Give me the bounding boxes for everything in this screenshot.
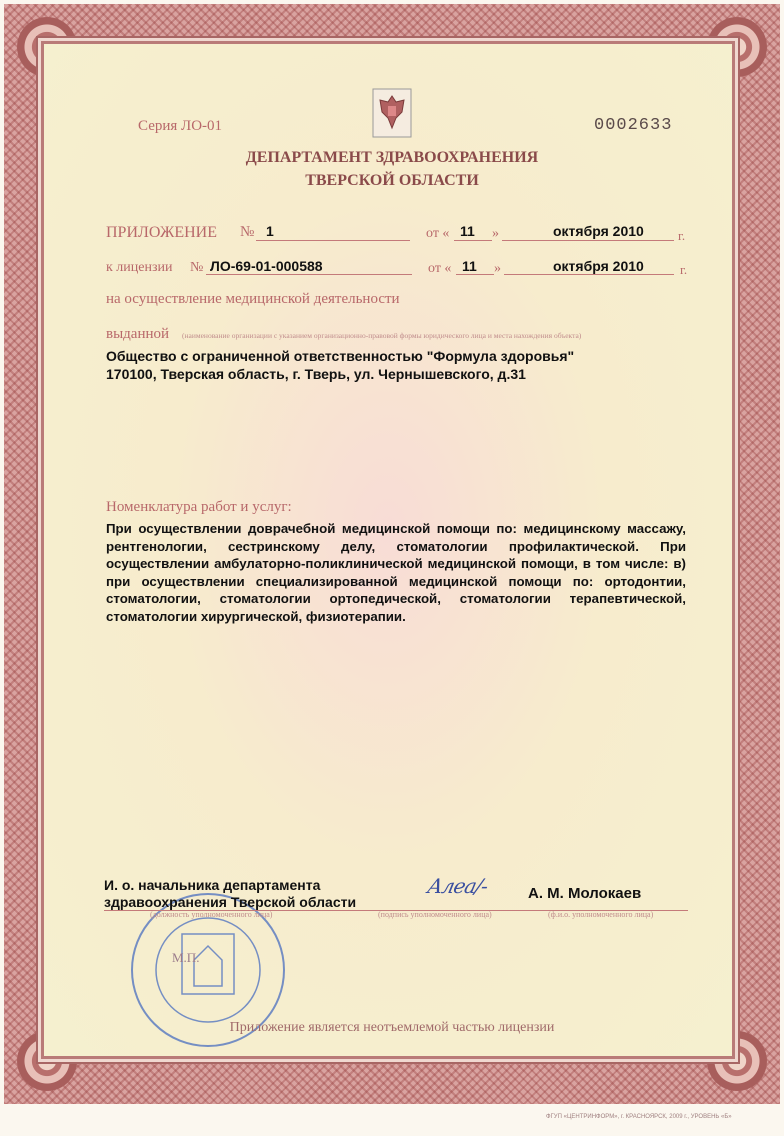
signature-image: Алеа/-: [425, 874, 490, 898]
series-label: Серия ЛО-01: [138, 118, 223, 134]
license-day: 11: [462, 258, 477, 274]
org-address: 170100, Тверская область, г. Тверь, ул. Чернышевского, д.31: [106, 366, 526, 382]
license-number: ЛО-69-01-000588: [210, 258, 323, 274]
org-name: Общество с ограниченной ответственностью "Формула здоровья": [106, 348, 575, 364]
appendix-label: ПРИЛОЖЕНИЕ: [106, 224, 218, 241]
name-caption: (ф.и.о. уполномоченного лица): [548, 910, 654, 919]
stamp-label: М.П.: [172, 950, 200, 965]
issued-caption: (наименование организации с указанием организационно-правовой формы юридического лица и места нахождения объекта): [182, 331, 582, 340]
license-from: от «: [428, 261, 452, 276]
position-line-1: И. о. начальника департамента: [104, 877, 321, 893]
position-caption: (должность уполномоченного лица): [150, 910, 273, 919]
license-no-sign: №: [190, 260, 204, 275]
services-title: Номенклатура работ и услуг:: [106, 499, 292, 515]
quote-close: »: [492, 226, 499, 241]
printer-info: ФГУП «ЦЕНТРИНФОРМ», г. КРАСНОЯРСК, 2009 г., УРОВЕНЬ «Б»: [546, 1114, 732, 1120]
activity-text: на осуществление медицинской деятельности: [106, 291, 400, 307]
footer-note: Приложение является неотъемлемой частью лицензии: [229, 1020, 555, 1035]
issuer-line-2: ТВЕРСКОЙ ОБЛАСТИ: [305, 172, 479, 189]
appendix-date: октября 2010: [553, 223, 644, 239]
issued-label: выданной: [106, 326, 170, 342]
form-number: 0002633: [594, 116, 673, 135]
signatory-name: А. М. Молокаев: [528, 885, 642, 902]
position-line-2: здравоохранения Тверской области: [104, 894, 357, 910]
appendix-number: 1: [266, 223, 274, 239]
issuer-line-1: ДЕПАРТАМЕНТ ЗДРАВООХРАНЕНИЯ: [245, 149, 539, 166]
year-suffix: г.: [680, 262, 688, 277]
license-date: октября 2010: [553, 258, 644, 274]
appendix-no-sign: №: [240, 224, 255, 240]
appendix-day: 11: [460, 223, 475, 239]
services-text: При осуществлении доврачебной медицинской помощи по: медицинскому массажу, рентгенологии, сестринскому делу, стоматологии профилактической. При осуществлении амбулаторно-поликлинической медицинской помощи, в том числе: в) при осуществлении специализированной медицинской помощи по: ортодонтии, стоматологии, стоматологии ортопедической, стоматологии терапевтической, стоматологии хирургической, физиотерапии.: [106, 521, 686, 624]
coat-of-arms-icon: [372, 88, 412, 138]
license-label: к лицензии: [106, 260, 173, 275]
signature-caption: (подпись уполномоченного лица): [378, 910, 492, 919]
appendix-from: от «: [426, 226, 450, 241]
quote-close: »: [494, 261, 501, 276]
year-suffix: г.: [678, 228, 686, 243]
